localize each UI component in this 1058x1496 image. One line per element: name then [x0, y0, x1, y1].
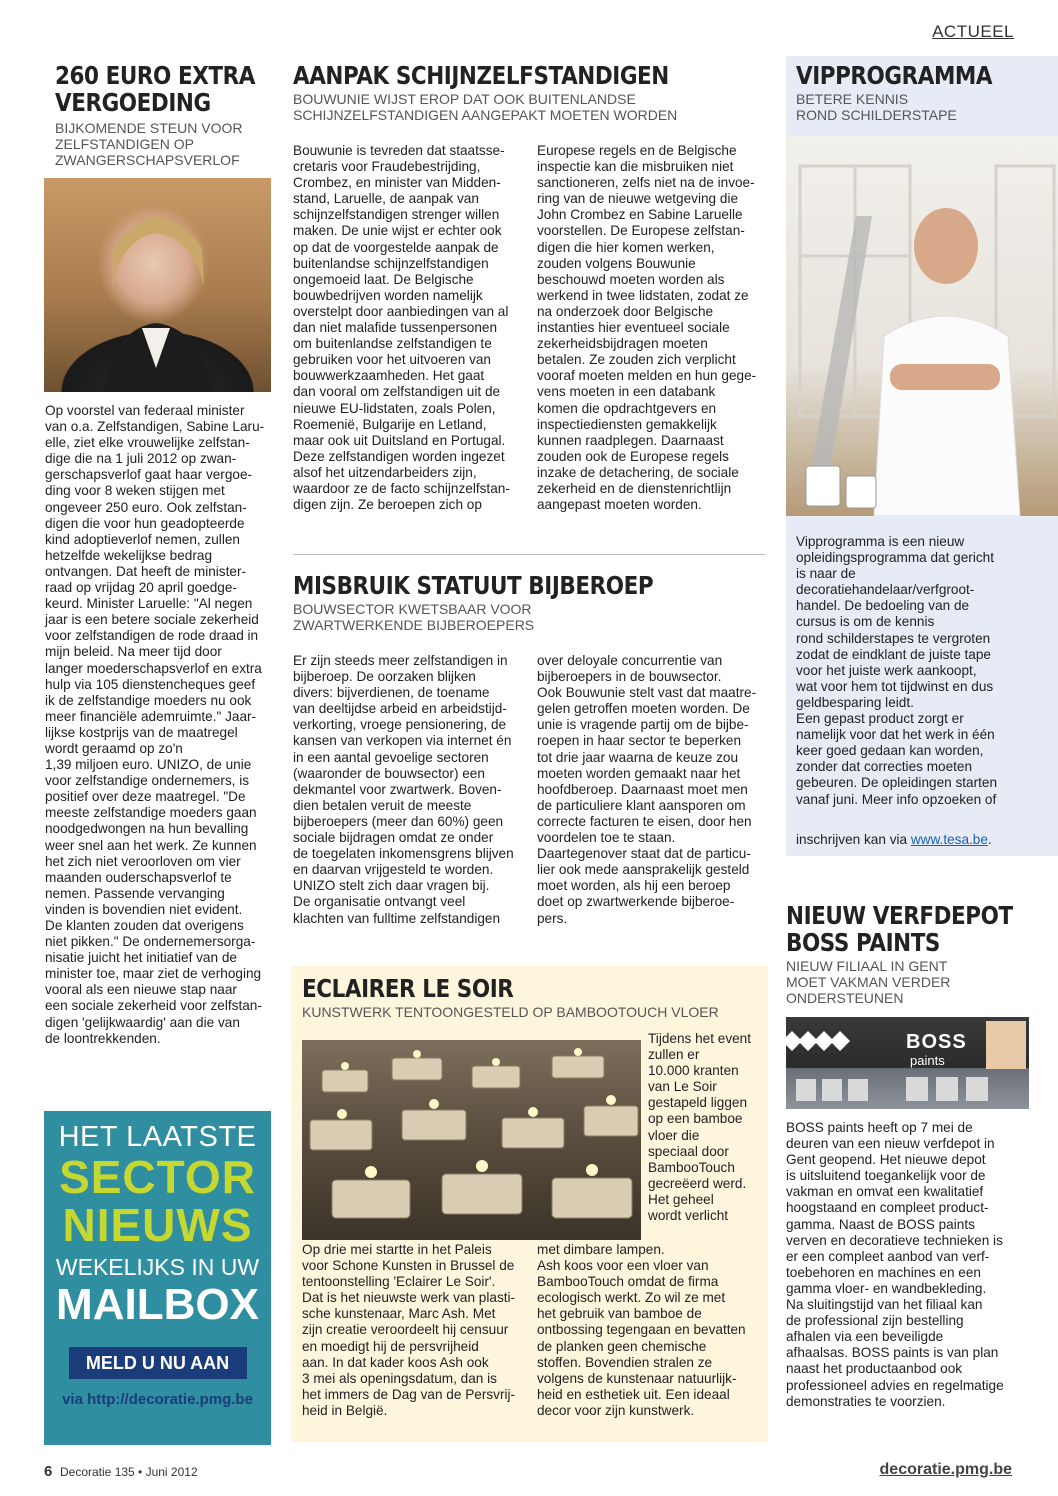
body-line: Op drie mei startte in het Paleis [302, 1242, 492, 1257]
body-line: sche kunstenaar, Marc Ash. Met [302, 1306, 496, 1322]
body-line: vanaf juni. Meer info opzoeken of [796, 791, 997, 807]
body-line: gebruiken voor het uitvoeren van [293, 352, 491, 368]
body-line: ik de zelfstandige moeders nu ook [45, 692, 252, 708]
body-line: cursus is om de kennis [796, 614, 935, 630]
footer-site[interactable]: decoratie.pmg.be [879, 1461, 1012, 1478]
body-line: komen die opdrachtgevers en [537, 400, 717, 416]
article-title [55, 61, 255, 117]
ad-line-2: SECTOR [59, 1151, 256, 1203]
body-line: na onderzoek door Belgische [537, 303, 714, 319]
article-vipprogramma [796, 62, 1051, 123]
subtitle-line: ONDERSTEUNEN [786, 990, 904, 1006]
body-line: ring van de nieuwe wetgeving die [537, 191, 739, 207]
body-line: wordt verlicht [648, 1208, 729, 1224]
body-line: kunnen raadplegen. Daarnaast [537, 432, 724, 448]
title-line: VERGOEDING [55, 88, 211, 117]
body-line: ongeveer 250 euro. Ook zelfstan- [45, 499, 247, 515]
body-line: namelijk voor dat het werk in één [796, 727, 995, 743]
body-line: hoogstaand en compleet product- [786, 1200, 989, 1216]
ad-line-4: WEKELIJKS IN UW [55, 1254, 260, 1280]
body-line: Daartegenover staat dat de particu- [537, 846, 751, 862]
body-line: ongemoeid laat. De Belgische [293, 271, 474, 287]
body-line: (waaronder de bouwsector) een [293, 765, 485, 781]
article-body [45, 403, 277, 1047]
photo-stacked-newspapers-lamps [302, 1040, 641, 1240]
body-line: instanties hier eventueel sociale [537, 320, 730, 336]
body-line: meer financiële ademruimte." Jaar- [45, 708, 257, 724]
title-line: BOSS PAINTS [786, 928, 940, 957]
body-line: stand, Laruelle, de aanpak van [293, 191, 479, 207]
body-line: inspectie kan die misbruiken niet [537, 159, 734, 175]
body-line: BambooTouch omdat de firma [537, 1274, 719, 1290]
body-line: is naar de [796, 566, 856, 582]
body-line: met dimbare lampen. [537, 1242, 665, 1257]
article-zwangerschapsverlof [55, 62, 275, 168]
body-line: klachten van fulltime zelfstandigen [293, 910, 501, 926]
subtitle-line: NIEUW FILIAAL IN GENT [786, 958, 948, 974]
body-line: op dat de voorgestelde aanpak de [293, 239, 499, 255]
body-line: pers. [537, 910, 568, 926]
body-line: gestapeld liggen [648, 1095, 748, 1111]
body-line: is uitsluitend toegankelijk voor de [786, 1168, 986, 1184]
article-subtitle [293, 91, 763, 123]
body-line: digen die hier komen werken, [537, 239, 715, 255]
body-line: tentoonstelling 'Eclairer Le Soir'. [302, 1274, 496, 1290]
body-line: keurd. Minister Laruelle: "Al negen [45, 596, 253, 612]
body-line: cretaris voor Fraudebestrijding, [293, 159, 481, 175]
body-line: het immers de Dag van de Persvrij- [302, 1386, 516, 1402]
body-line: gerschapsverlof gaat haar vergoe- [45, 467, 253, 483]
body-line: dan vooral om zelfstandigen uit de [293, 384, 501, 400]
body-line: Europese regels en de Belgische [537, 143, 737, 158]
body-line: de loontrekkenden. [45, 1030, 161, 1046]
article-subtitle [293, 601, 763, 633]
body-line: 1,39 miljoen euro. UNIZO, de unie [45, 757, 252, 773]
body-line: zouden volgens Bouwunie [537, 255, 696, 271]
body-line: ontvangen. Dat heeft de minister- [45, 563, 246, 579]
article-title: AANPAK SCHIJNZELFSTANDIGEN [293, 61, 669, 90]
body-line: UNIZO stelt zich daar vragen bij. [293, 878, 490, 894]
subtitle-line: BIJKOMENDE STEUN VOOR [55, 120, 243, 136]
ad-line-3: NIEUWS [62, 1199, 253, 1251]
body-line: van o.a. Zelfstandigen, Sabine Laru- [45, 419, 265, 435]
body-line: BOSS paints heeft op 7 mei de [786, 1120, 973, 1135]
body-line: De organisatie ontvangt veel [293, 894, 466, 910]
body-line: afhalen via een beveiligde [786, 1329, 944, 1345]
body-line: Ash koos voor een vloer van [537, 1258, 709, 1274]
photo-boss-paints-store [786, 1017, 1029, 1109]
body-line: schijnzelfstandigen strenger willen [293, 207, 500, 223]
body-line: en moedigt hij de persvrijheid [302, 1338, 479, 1354]
newsletter-ad[interactable] [44, 1111, 271, 1445]
body-line: rond schilderstapes te vergroten [796, 630, 991, 646]
body-line: niet pikken." De ondernemersorga- [45, 934, 256, 950]
article-boss-paints [786, 902, 1051, 1006]
ad-line-5: MAILBOX [56, 1280, 259, 1329]
body-line: er een compleet aanbod van verf- [786, 1248, 990, 1264]
body-line: zullen er [648, 1047, 700, 1063]
body-line: zouden ook de Europese regels [537, 448, 729, 464]
body-line: bijberoep. De oorzaken blijken [293, 669, 476, 685]
body-line: 3 mei als openingsdatum, dan is [302, 1370, 497, 1386]
body-line: speciaal door [648, 1143, 729, 1159]
body-line: verven en decoratieve technieken is [786, 1232, 1003, 1248]
body-line: demonstraties te voorzien. [786, 1393, 946, 1409]
logo-paints: paints [910, 1053, 945, 1068]
body-line: gebeuren. De opleidingen starten [796, 775, 998, 791]
article-subtitle [55, 120, 275, 168]
body-line: Dat is het nieuwste werk van plasti- [302, 1290, 516, 1306]
body-line: De klanten zouden dat overigens [45, 918, 244, 933]
ad-signup-button[interactable]: MELD U NU AAN [69, 1347, 247, 1379]
body-line: Er zijn steeds meer zelfstandigen in [293, 653, 508, 668]
body-line: een sociale zekerheid voor zelfstan- [45, 998, 262, 1014]
body-line: voor Schone Kunsten in Brussel de [302, 1258, 515, 1274]
article-body-last-line [796, 832, 1056, 848]
body-line: vooral als een nieuwe stap naar [45, 982, 237, 998]
body-line: moeten worden gemaakt naar het [537, 765, 741, 781]
body-line: vakman en omvat een kwalitatief [786, 1184, 984, 1200]
body-line: voorstellen. De Europese zelfstan- [537, 223, 745, 239]
article-title: MISBRUIK STATUUT BIJBEROEP [293, 571, 654, 600]
body-line: Deze zelfstandigen worden ingezet [293, 448, 505, 464]
body-line: buitenlandse schijnzelfstandigen [293, 255, 489, 271]
body-line: nieuwe EU-lidstaten, zoals Polen, [293, 400, 496, 416]
body-line: digen 'gelijkwaardig' aan die van [45, 1014, 240, 1030]
text: . [987, 832, 992, 847]
body-line: gecreëerd werd. [648, 1175, 747, 1191]
body-line: raad op vrijdag 20 april goedge- [45, 580, 237, 596]
body-line: sociale bijdragen omdat ze onder [293, 830, 494, 846]
article-body-col2 [537, 653, 772, 927]
text: inschrijven kan via [796, 832, 911, 847]
body-line: voordelen toe te staan. [537, 830, 676, 846]
body-line: het zich niet veroorloven om vier [45, 853, 241, 869]
body-line: voor zelfstandigen de rode draad in [45, 628, 259, 644]
body-line: noodgedwongen na hun bevalling [45, 821, 249, 837]
body-line: kind adoptieverlof nemen, zullen [45, 531, 240, 547]
article-title: VIPPROGRAMMA [796, 61, 993, 90]
body-line: decoratiehandelaar/verfgroot- [796, 582, 975, 598]
body-line: professioneel advies en regelmatige [786, 1377, 1004, 1393]
body-line: naast het productaanbod ook [786, 1361, 963, 1377]
article-body-col2 [537, 1242, 765, 1419]
body-line: volgens de kunstenaar natuurlijk- [537, 1370, 737, 1386]
body-line: vloer die [648, 1127, 700, 1143]
body-line: over deloyale concurrentie van [537, 653, 723, 668]
body-line: hulp via 105 dienstencheques geef [45, 676, 256, 692]
body-line: de particuliere klant aansporen om [537, 797, 746, 813]
body-line: voor het juiste werk aankoopt, [796, 662, 977, 678]
body-line: correcte facturen te eisen, door hen [537, 813, 752, 829]
body-line: maken. De unie wijst er echter ook [293, 223, 502, 239]
article-title [786, 902, 1014, 956]
body-line: Vipprogramma is een nieuw [796, 534, 965, 549]
body-line: de planken geen chemische [537, 1338, 707, 1354]
body-line: van deeltijdse arbeid en arbeidstijd- [293, 701, 507, 717]
article-subtitle [796, 91, 1051, 123]
subtitle-line: SCHIJNZELFSTANDIGEN AANGEPAKT MOETEN WORDEN [293, 107, 678, 123]
body-line: BambooTouch [648, 1159, 735, 1175]
body-line: decor voor zijn kunstwerk. [537, 1402, 695, 1418]
body-line: van Le Soir [648, 1079, 717, 1095]
body-line: bouwwerkzaamheden. Het gaat [293, 368, 485, 384]
article-side-text [648, 1031, 766, 1224]
body-line: waardoor ze de facto schijnzelfstan- [293, 480, 510, 496]
body-line: moet worden, als hij een beroep [537, 878, 731, 894]
body-line: in een aantal gevoelige sectoren [293, 749, 489, 765]
body-line: ontbossing tegengaan en bevatten [537, 1322, 746, 1338]
ad-line-1: HET LAATSTE [58, 1121, 257, 1153]
subtitle-line: ZELFSTANDIGEN OP [55, 136, 194, 152]
body-line: John Crombez en Sabine Laruelle [537, 207, 743, 223]
article-schijnzelfstandigen [293, 62, 763, 123]
article-body-col2 [537, 143, 772, 513]
body-line: Een gepast product zorgt er [796, 711, 964, 727]
body-line: bouwbedrijven worden namelijk [293, 287, 483, 303]
body-line: kansen van verkopen via internet én [293, 733, 512, 749]
body-line: vens moeten in een databank [537, 384, 716, 400]
section-label: ACTUEEL [932, 22, 1014, 41]
ladder-shape [806, 216, 872, 496]
body-line: werkend in twee lidstaten, zodat ze [537, 287, 749, 303]
body-line: ecologisch werkt. Zo wil ze met [537, 1290, 726, 1306]
subtitle-line: BETERE KENNIS [796, 91, 909, 107]
body-line: op een bamboe [648, 1111, 743, 1127]
body-line: zijn creatie veroordeelt hij censuur [302, 1322, 509, 1338]
body-line: meeste zelfstandige moeders gaan [45, 805, 257, 821]
body-line: aan. In dat kader koos Ash ook [302, 1354, 489, 1370]
title-line: NIEUW VERFDEPOT [786, 901, 1013, 930]
subtitle-line: ZWANGERSCHAPSVERLOF [55, 152, 240, 168]
body-line: nisatie juicht het initiatief van de [45, 950, 237, 966]
body-line: Tijdens het event [648, 1031, 752, 1046]
body-line: vinden is bovendien niet evident. [45, 901, 243, 917]
body-line: dan niet malafide tussenpersonen [293, 320, 498, 336]
body-line: digen zijn. Ze beroepen zich op [293, 497, 482, 513]
article-body-col1 [302, 1242, 537, 1419]
body-line: zekerheid en de dienstenrichtlijn [537, 480, 732, 496]
body-line: maar ook uit Duitsland en Portugal. [293, 432, 506, 448]
footer-issue: Decoratie 135 • Juni 2012 [60, 1465, 198, 1479]
body-line: Bouwunie is tevreden dat staatsse- [293, 143, 505, 158]
body-line: gamma. Naast de BOSS paints [786, 1216, 975, 1232]
article-eclairer [302, 975, 762, 1020]
body-line: wat voor hem tot tijdwinst en dus [796, 678, 994, 694]
body-line: nemen. Passende vervanging [45, 885, 225, 901]
logo-boss: BOSS [906, 1031, 967, 1053]
photo-painter-with-tape [786, 136, 1058, 516]
body-line: aangepast moeten worden. [537, 497, 702, 513]
body-line: betalen. Ze zouden zich verplicht [537, 352, 736, 368]
body-line: beschouwd moeten worden als [537, 271, 725, 287]
ad-url[interactable]: via http://decoratie.pmg.be [62, 1391, 253, 1408]
body-line: Op voorstel van federaal minister [45, 403, 245, 418]
body-line: weer snel aan het werk. Ze kunnen [45, 837, 257, 853]
body-line: Ook Bouwunie stelt vast dat maatre- [537, 685, 757, 701]
body-line: en daarvan vrijgesteld te worden. [293, 862, 494, 878]
body-line: inspectiediensten gemakkelijk [537, 416, 717, 432]
body-line: 10.000 kranten [648, 1063, 739, 1079]
body-line: de toegelaten inkomensgrens blijven [293, 846, 514, 862]
body-line: het gebruik van bamboe de [537, 1306, 702, 1322]
footer-page-number: 6 [44, 1463, 53, 1480]
body-line: dige die na 1 juli 2012 op zwan- [45, 451, 237, 467]
body-line: alsof het uitzendarbeiders zijn, [293, 464, 477, 480]
tesa-link[interactable]: www.tesa.be [910, 832, 988, 847]
body-line: bijberoepers in de bouwsector. [537, 669, 722, 685]
body-line: langer moederschapsverlof en extra [45, 660, 262, 676]
body-line: maanden ouderschapsverlof te [45, 869, 232, 885]
article-body-col1 [293, 653, 533, 927]
body-line: dien betalen veruit de meeste [293, 797, 472, 813]
body-line: zodat de eindklant de juiste tape [796, 646, 991, 662]
body-line: tot drie jaar waarna de keuze zou [537, 749, 739, 765]
article-title: ECLAIRER LE SOIR [302, 974, 514, 1003]
body-line: dekmantel voor zwartwerk. Boven- [293, 781, 502, 797]
body-line: ding voor 8 weken stijgen met [45, 483, 225, 499]
body-line: bijberoepers (meer dan 60%) geen [293, 813, 504, 829]
body-line: zonder dat correcties moeten [796, 759, 973, 775]
body-line: de professional zijn bestelling [786, 1313, 964, 1329]
body-line: inzake de detachering, de sociale [537, 464, 739, 480]
body-line: mijn beleid. Na meer tijd door [45, 644, 222, 660]
body-line: wordt geraamd op zo'n [45, 740, 183, 756]
body-line: toebehoren en machines en een [786, 1264, 981, 1280]
subtitle-line: MOET VAKMAN VERDER [786, 974, 951, 990]
body-line: deuren van een nieuw verfdepot in [786, 1136, 995, 1152]
body-line: Het geheel [648, 1191, 714, 1207]
body-line: vooraf moeten melden en hun gege- [537, 368, 757, 384]
body-line: voor zelfstandige ondernemers, is [45, 773, 250, 789]
body-line: om buitenlandse zelfstandigen te [293, 336, 492, 352]
body-line: stoffen. Bovendien stralen ze [537, 1354, 713, 1370]
body-line: zekerheidsbijdragen moeten [537, 336, 708, 352]
body-line: keer goed gedaan kan worden, [796, 743, 984, 759]
body-line: gamma vloer- en wandbekleding. [786, 1280, 987, 1296]
article-body [796, 534, 1056, 808]
body-line: elle, ziet elke vrouwelijke zelfstan- [45, 435, 250, 451]
body-line: digen die voor hun geadopteerde [45, 515, 245, 531]
subtitle-line: BOUWSECTOR KWETSBAAR VOOR [293, 601, 532, 617]
body-line: Crombez, en minister van Midden- [293, 175, 501, 191]
body-line: overstelpt door aanbiedingen van al [293, 303, 509, 319]
body-line: lijkse kostprijs van de maatregel [45, 724, 238, 740]
body-line: roepen in haar sector te beperken [537, 733, 742, 749]
body-line: verkorting, vroege pensionering, de [293, 717, 507, 733]
divider [293, 554, 765, 555]
body-line: minister toe, maar ziet de verhoging [45, 966, 262, 982]
article-subtitle: KUNSTWERK TENTOONGESTELD OP BAMBOOTOUCH VLOER [302, 1004, 719, 1020]
subtitle-line: ROND SCHILDERSTAPE [796, 107, 957, 123]
body-line: sanctioneren, zelfs niet na de invoe- [537, 175, 755, 191]
painter-face [914, 208, 978, 284]
body-line: divers: bijverdienen, de toename [293, 685, 490, 701]
body-line: Roemenië, Bulgarije en Letland, [293, 416, 487, 432]
photo-minister-laruelle [44, 178, 271, 392]
article-bijberoep [293, 572, 763, 633]
body-line: heid in België. [302, 1402, 388, 1418]
body-line: afhaalsas. BOSS paints is van plan [786, 1345, 999, 1361]
article-subtitle [786, 958, 1051, 1006]
body-line: lier ook mede aansprakelijk gesteld [537, 862, 750, 878]
hair-shape [112, 218, 204, 288]
body-line: hoofdberoep. Daarnaast moet men [537, 781, 748, 797]
body-line: hetzelfde wekelijkse bedrag [45, 547, 213, 563]
body-line: unie is vragende partij om de bijbe- [537, 717, 749, 733]
body-line: handel. De bedoeling van de [796, 598, 970, 614]
body-line: positief over deze maatregel. "De [45, 789, 246, 805]
article-body [786, 1120, 1051, 1410]
title-line: 260 EURO EXTRA [55, 61, 255, 90]
body-line: Na sluitingstijd van het filiaal kan [786, 1297, 983, 1313]
subtitle-line: BOUWUNIE WIJST EROP DAT OOK BUITENLANDSE [293, 91, 636, 107]
subtitle-line: ZWARTWERKENDE BIJBEROEPERS [293, 617, 535, 633]
body-line: gelen getroffen moeten worden. De [537, 701, 750, 717]
body-line: geldbesparing leidt. [796, 694, 914, 710]
body-line: opleidingsprogramma dat gericht [796, 550, 994, 566]
body-line: jaar is een betere sociale zekerheid [45, 612, 259, 628]
body-line: heid en esthetiek uit. Een ideaal [537, 1386, 730, 1402]
article-body-col1 [293, 143, 533, 513]
body-line: Gent geopend. Het nieuwe depot [786, 1152, 986, 1168]
body-line: doet op zwartwerkende bijberoe- [537, 894, 735, 910]
